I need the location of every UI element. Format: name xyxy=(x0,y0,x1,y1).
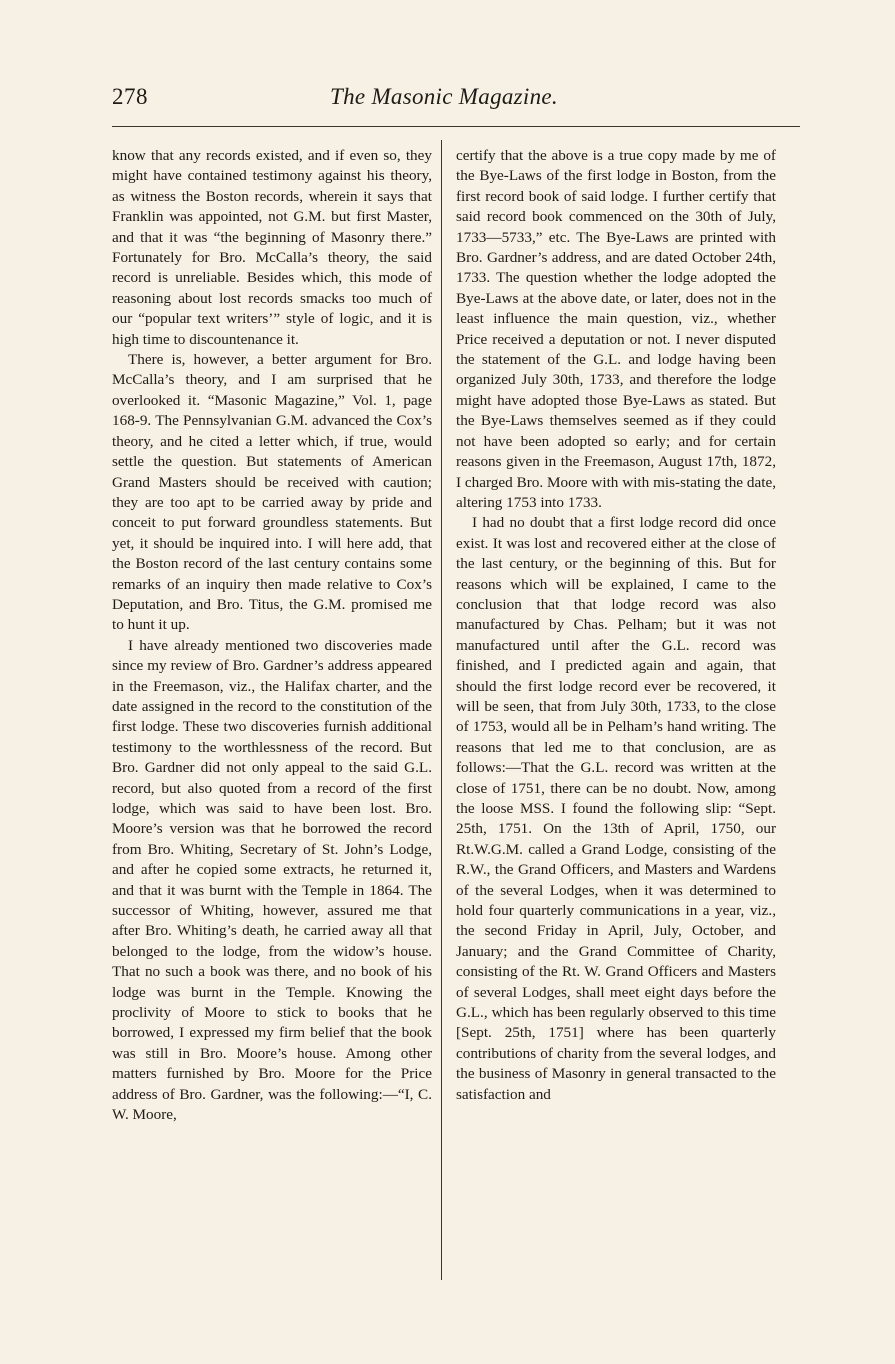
column-divider xyxy=(441,140,442,1280)
running-title: The Masonic Magazine. xyxy=(330,84,558,109)
left-column xyxy=(112,146,432,1126)
page-number: 278 xyxy=(112,84,148,109)
left-paragraph-2: There is, however, a better argument for Bro. McCalla’s theory, and I am surprised that he overlooked it. “Masonic Magazine,” Vol. 1, page 168-9. The Pennsylvanian G.M. advanced the Cox’s theory, and he cited a letter which, if true, would settle the question. But statements of American Grand Masters should be received with caution; they are too apt to be carried away by pride and conceit to put forward groundless statements. But yet, it should be inquired into. I will here add, that the Boston record of the last century contains some remarks of an inquiry then made relative to Cox’s Deputation, and Bro. Titus, the G.M. promised me to hunt it up. xyxy=(112,351,432,634)
right-column xyxy=(456,146,776,1105)
left-paragraph-1: know that any records existed, and if even so, they might have contained testimony against his theory, as witness the Boston records, wherein it says that Franklin was appointed, not G.M. but first Master, and that it was “the beginning of Masonry there.” Fortunately for Bro. McCalla’s theory, the said record is unreliable. Besides which, this mode of reasoning about lost records smacks too much of our “popular text writers’” style of logic, and it is high time to discountenance it. xyxy=(112,147,432,348)
left-paragraph-3: I have already mentioned two discoveries made since my review of Bro. Gardner’s address appeared in the Freemason, viz., the Halifax charter, and the date assigned in the record to the constitution of the first lodge. These two discoveries furnish additional testimony to the worthlessness of the record. But Bro. Gardner did not only appeal to the said G.L. record, but also quoted from a record of the first lodge, which was said to have been lost. Bro. Moore’s version was that he borrowed the record from Bro. Whiting, Secretary of St. John’s Lodge, and after he copied some extracts, he returned it, and that it was burnt with the Temple in 1864. The successor of Whiting, however, assured me that after Bro. Whiting’s death, he carried away all that belonged to the lodge, from the widow’s house. That no such a book was there, and no book of his lodge was burnt in the Temple. Knowing the proclivity of Moore to stick to books that he borrowed, I expressed my firm belief that the book was still in Bro. Moore’s house. Among other matters furnished by Bro. Moore for the Price address of Bro. Gardner, was the following:—“I, C. W. Moore, xyxy=(112,636,432,1124)
right-paragraph-1: certify that the above is a true copy made by me of the Bye-Laws of the first lodge in Boston, from the first record book of said lodge. I further certify that said record book commenced on the 30th of July, 1733—5733,” etc. The Bye-Laws are printed with Bro. Gardner’s address, and are dated October 24th, 1733. The question whether the lodge adopted the Bye-Laws at the above date, or later, does not in the least influence the main question, viz., whether Price received a deputation or not. I never disputed the statement of the G.L. and lodge having been organized July 30th, 1733, and therefore the lodge might have adopted those Bye-Laws as stated. But the Bye-Laws themselves seemed as if they could not have been adopted so early; and for certain reasons given in the Freemason, August 17th, 1872, I charged Bro. Moore with with mis-stating the date, altering 1753 into 1733. xyxy=(456,147,776,511)
right-paragraph-2: I had no doubt that a first lodge record did once exist. It was lost and recovered either at the close of the last century, or the beginning of this. But for reasons which will be explained, I came to the conclusion that that lodge record was also manufactured by Chas. Pelham; but it was not manufactured until after the G.L. record was finished, and I predicted again and again, that should the first lodge record ever be recovered, it will be seen, that from July 30th, 1733, to the close of 1753, would all be in Pelham’s hand writing. The reasons that led me to that conclusion, are as follows:—That the G.L. record was written at the close of 1751, there can be no doubt. Now, among the loose MSS. I found the following slip: “Sept. 25th, 1751. On the 13th of April, 1750, our Rt.W.G.M. called a Grand Lodge, consisting of the R.W., the Grand Officers, and Masters and Wardens of the several Lodges, when it was determined to hold four quarterly communications in a year, viz., the second Friday in April, July, October, and January; and the Grand Committee of Charity, consisting of the Rt. W. Grand Officers and Masters of several Lodges, shall meet eight days before the G.L., which has been regularly observed to this time [Sept. 25th, 1751] where has been quarterly contributions of charity from the several lodges, and the business of Masonry in general transacted to the satisfaction and xyxy=(456,514,776,1103)
header-rule xyxy=(112,126,800,127)
